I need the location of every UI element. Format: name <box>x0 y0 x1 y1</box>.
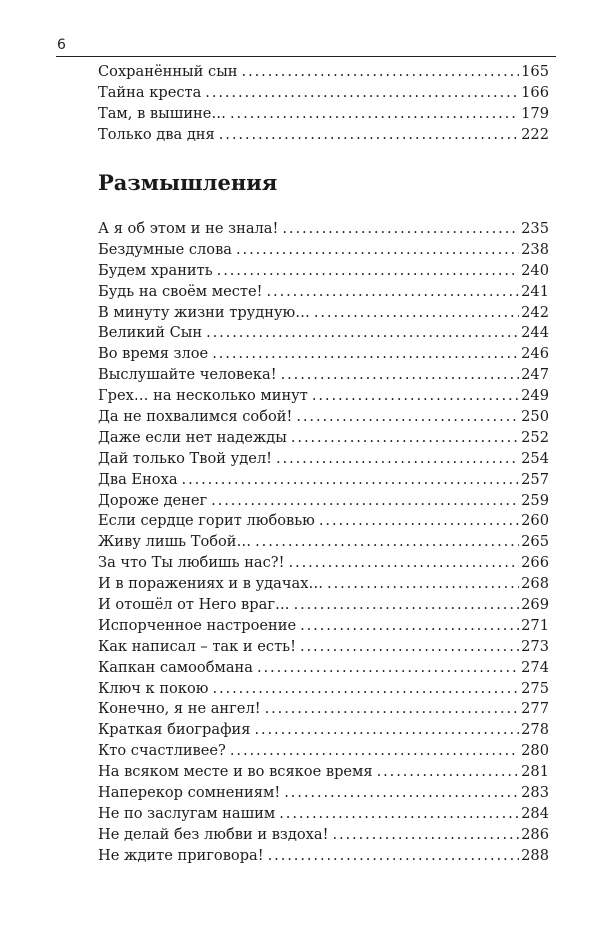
toc-entry-page: 275 <box>521 679 549 697</box>
toc-entry-page: 250 <box>521 408 549 426</box>
dot-leader <box>257 658 519 679</box>
dot-leader <box>282 219 519 240</box>
dot-leader <box>217 261 519 282</box>
toc-entry-title: Как написал – так и есть! <box>98 637 296 655</box>
toc-entry-title: Бездумные слова <box>98 240 233 258</box>
toc-entry-title: И в поражениях и в удачах… <box>98 575 324 593</box>
dot-leader <box>300 637 519 658</box>
toc-entry[interactable] <box>98 553 549 574</box>
toc-entry[interactable] <box>98 511 549 532</box>
toc-entry-title: Ключ к покою <box>98 679 209 697</box>
toc-entry[interactable] <box>98 491 549 512</box>
dot-leader <box>332 825 519 846</box>
toc-entry-title: Не делай без любви и вздоха! <box>98 825 329 843</box>
toc-entry-title: Кто счастливее? <box>98 742 226 760</box>
toc-entry[interactable] <box>98 219 549 240</box>
toc-entry-page: 266 <box>521 554 549 572</box>
toc-entry-page: 241 <box>521 282 549 300</box>
toc-entry-page: 252 <box>521 428 549 446</box>
dot-leader <box>205 83 519 104</box>
toc-entry-title: На всяком месте и во всякое время <box>98 763 373 781</box>
toc-entry-page: 280 <box>521 742 549 760</box>
toc-entry-page: 165 <box>521 63 549 80</box>
toc-entry-title: Дороже денег <box>98 491 208 509</box>
toc-entry-page: 244 <box>521 324 549 342</box>
toc-entry[interactable] <box>98 532 549 553</box>
toc-entry-page: 271 <box>521 616 549 634</box>
dot-leader <box>294 595 520 616</box>
toc-entry[interactable] <box>98 303 549 324</box>
toc-entry-page: 281 <box>521 763 549 781</box>
toc-entry-page: 235 <box>521 220 549 237</box>
toc-entry-page: 277 <box>521 700 549 718</box>
toc-entry-title: За что Ты любишь нас?! <box>98 554 285 572</box>
toc-entry-title: Не по заслугам нашим <box>98 804 276 822</box>
toc-entry-page: 254 <box>521 449 549 467</box>
dot-leader <box>230 104 519 125</box>
toc-entry[interactable] <box>98 574 549 595</box>
toc-entry[interactable] <box>98 407 549 428</box>
toc-entry[interactable] <box>98 365 549 386</box>
dot-leader <box>291 428 519 449</box>
page-number: 6 <box>57 37 66 53</box>
dot-leader <box>300 616 519 637</box>
toc-entry[interactable] <box>98 804 549 825</box>
toc-entry-title: В минуту жизни трудную… <box>98 303 310 321</box>
toc-entry-title: Тайна креста <box>98 83 202 101</box>
toc-entry-title: Краткая биография <box>98 721 251 739</box>
toc-entry[interactable] <box>98 741 549 762</box>
toc-entry-page: 288 <box>521 846 549 864</box>
dot-leader <box>281 365 520 386</box>
dot-leader <box>267 282 520 303</box>
toc-entry[interactable] <box>98 261 549 282</box>
toc-entry-page: 268 <box>521 575 549 593</box>
dot-leader <box>265 699 520 720</box>
dot-leader <box>289 553 520 574</box>
dot-leader <box>211 491 519 512</box>
dot-leader <box>279 804 519 825</box>
toc-entry-page: 278 <box>521 721 549 739</box>
toc-entry[interactable] <box>98 386 549 407</box>
toc-entry-page: 257 <box>521 470 549 488</box>
toc-entry[interactable] <box>98 449 549 470</box>
toc-entry[interactable] <box>98 762 549 783</box>
section-heading: Размышления <box>98 170 278 195</box>
toc-entry[interactable] <box>98 104 549 125</box>
toc-entry-title: А я об этом и не знала! <box>98 220 279 237</box>
toc-entry-title: Даже если нет надежды <box>98 428 287 446</box>
dot-leader <box>377 762 520 783</box>
toc-entry[interactable] <box>98 428 549 449</box>
dot-leader <box>212 679 519 700</box>
toc-entry-page: 247 <box>521 366 549 384</box>
toc-entry-page: 238 <box>521 240 549 258</box>
toc-entry-title: Будь на своём месте! <box>98 282 263 300</box>
toc-entry-title: Да не похвалимся собой! <box>98 408 293 426</box>
toc-entry[interactable] <box>98 783 549 804</box>
toc-entry-title: Если сердце горит любовью <box>98 512 315 530</box>
dot-leader <box>296 407 519 428</box>
toc-entry-page: 249 <box>521 387 549 405</box>
toc-entry-title: Сохранённый сын <box>98 63 238 80</box>
toc-entry-title: Во время злое <box>98 345 209 363</box>
dot-leader <box>312 386 519 407</box>
toc-entry[interactable] <box>98 282 549 303</box>
dot-leader <box>327 574 519 595</box>
toc-entry[interactable] <box>98 344 549 365</box>
toc-entry-title: Только два дня <box>98 125 215 143</box>
toc-entry-title: Живу лишь Тобой… <box>98 533 252 551</box>
toc-entry-page: 286 <box>521 825 549 843</box>
dot-leader <box>219 125 519 146</box>
toc-entry[interactable] <box>98 595 549 616</box>
dot-leader <box>314 303 519 324</box>
toc-entry[interactable] <box>98 658 549 679</box>
toc-entry-page: 259 <box>521 491 549 509</box>
toc-entry-title: Капкан самообмана <box>98 658 253 676</box>
toc-entry-title: И отошёл от Него враг… <box>98 596 290 614</box>
dot-leader <box>255 532 519 553</box>
dot-leader <box>206 323 519 344</box>
toc-entry[interactable] <box>98 83 549 104</box>
toc-entry[interactable] <box>98 846 549 867</box>
toc-entry-page: 265 <box>521 533 549 551</box>
toc-entry-title: Испорченное настроение <box>98 616 297 634</box>
dot-leader <box>268 846 520 867</box>
dot-leader <box>236 240 519 261</box>
toc-entry-title: Дай только Твой удел! <box>98 449 272 467</box>
dot-leader <box>212 344 519 365</box>
header-rule <box>56 56 556 57</box>
toc-entry-page: 273 <box>521 637 549 655</box>
toc-entry-page: 222 <box>521 125 549 143</box>
toc-top-list <box>98 62 549 146</box>
toc-entry-title: Не ждите приговора! <box>98 846 264 864</box>
toc-entry-page: 179 <box>521 104 549 122</box>
toc-entry[interactable] <box>98 470 549 491</box>
toc-entry[interactable] <box>98 679 549 700</box>
toc-entry-title: Будем хранить <box>98 261 213 279</box>
toc-entry-title: Выслушайте человека! <box>98 366 277 384</box>
dot-leader <box>230 741 519 762</box>
toc-entry[interactable] <box>98 616 549 637</box>
toc-entry[interactable] <box>98 323 549 344</box>
toc-entry-page: 274 <box>521 658 549 676</box>
toc-entry[interactable] <box>98 699 549 720</box>
toc-entry-title: Грех… на несколько минут <box>98 387 308 405</box>
toc-entry-title: Там, в вышине… <box>98 104 227 122</box>
dot-leader <box>276 449 519 470</box>
toc-entry[interactable] <box>98 825 549 846</box>
toc-entry[interactable] <box>98 125 549 146</box>
toc-entry-title: Два Еноха <box>98 470 178 488</box>
toc-entry-page: 166 <box>521 83 549 101</box>
toc-entry-title: Великий Сын <box>98 324 203 342</box>
toc-entry-page: 240 <box>521 261 549 279</box>
toc-entry[interactable] <box>98 637 549 658</box>
toc-entry-title: Наперекор сомнениям! <box>98 784 281 802</box>
toc-entry[interactable] <box>98 62 549 83</box>
toc-entry[interactable] <box>98 720 549 741</box>
toc-entry-page: 269 <box>521 596 549 614</box>
toc-entry-page: 284 <box>521 804 549 822</box>
toc-entry-page: 260 <box>521 512 549 530</box>
toc-entry-page: 242 <box>521 303 549 321</box>
dot-leader <box>254 720 519 741</box>
toc-section-list <box>98 219 549 867</box>
dot-leader <box>319 511 519 532</box>
toc-entry[interactable] <box>98 240 549 261</box>
dot-leader <box>242 62 520 83</box>
dot-leader <box>182 470 520 491</box>
toc-entry-page: 246 <box>521 345 549 363</box>
toc-entry-title: Конечно, я не ангел! <box>98 700 261 718</box>
dot-leader <box>284 783 519 804</box>
toc-entry-page: 283 <box>521 784 549 802</box>
